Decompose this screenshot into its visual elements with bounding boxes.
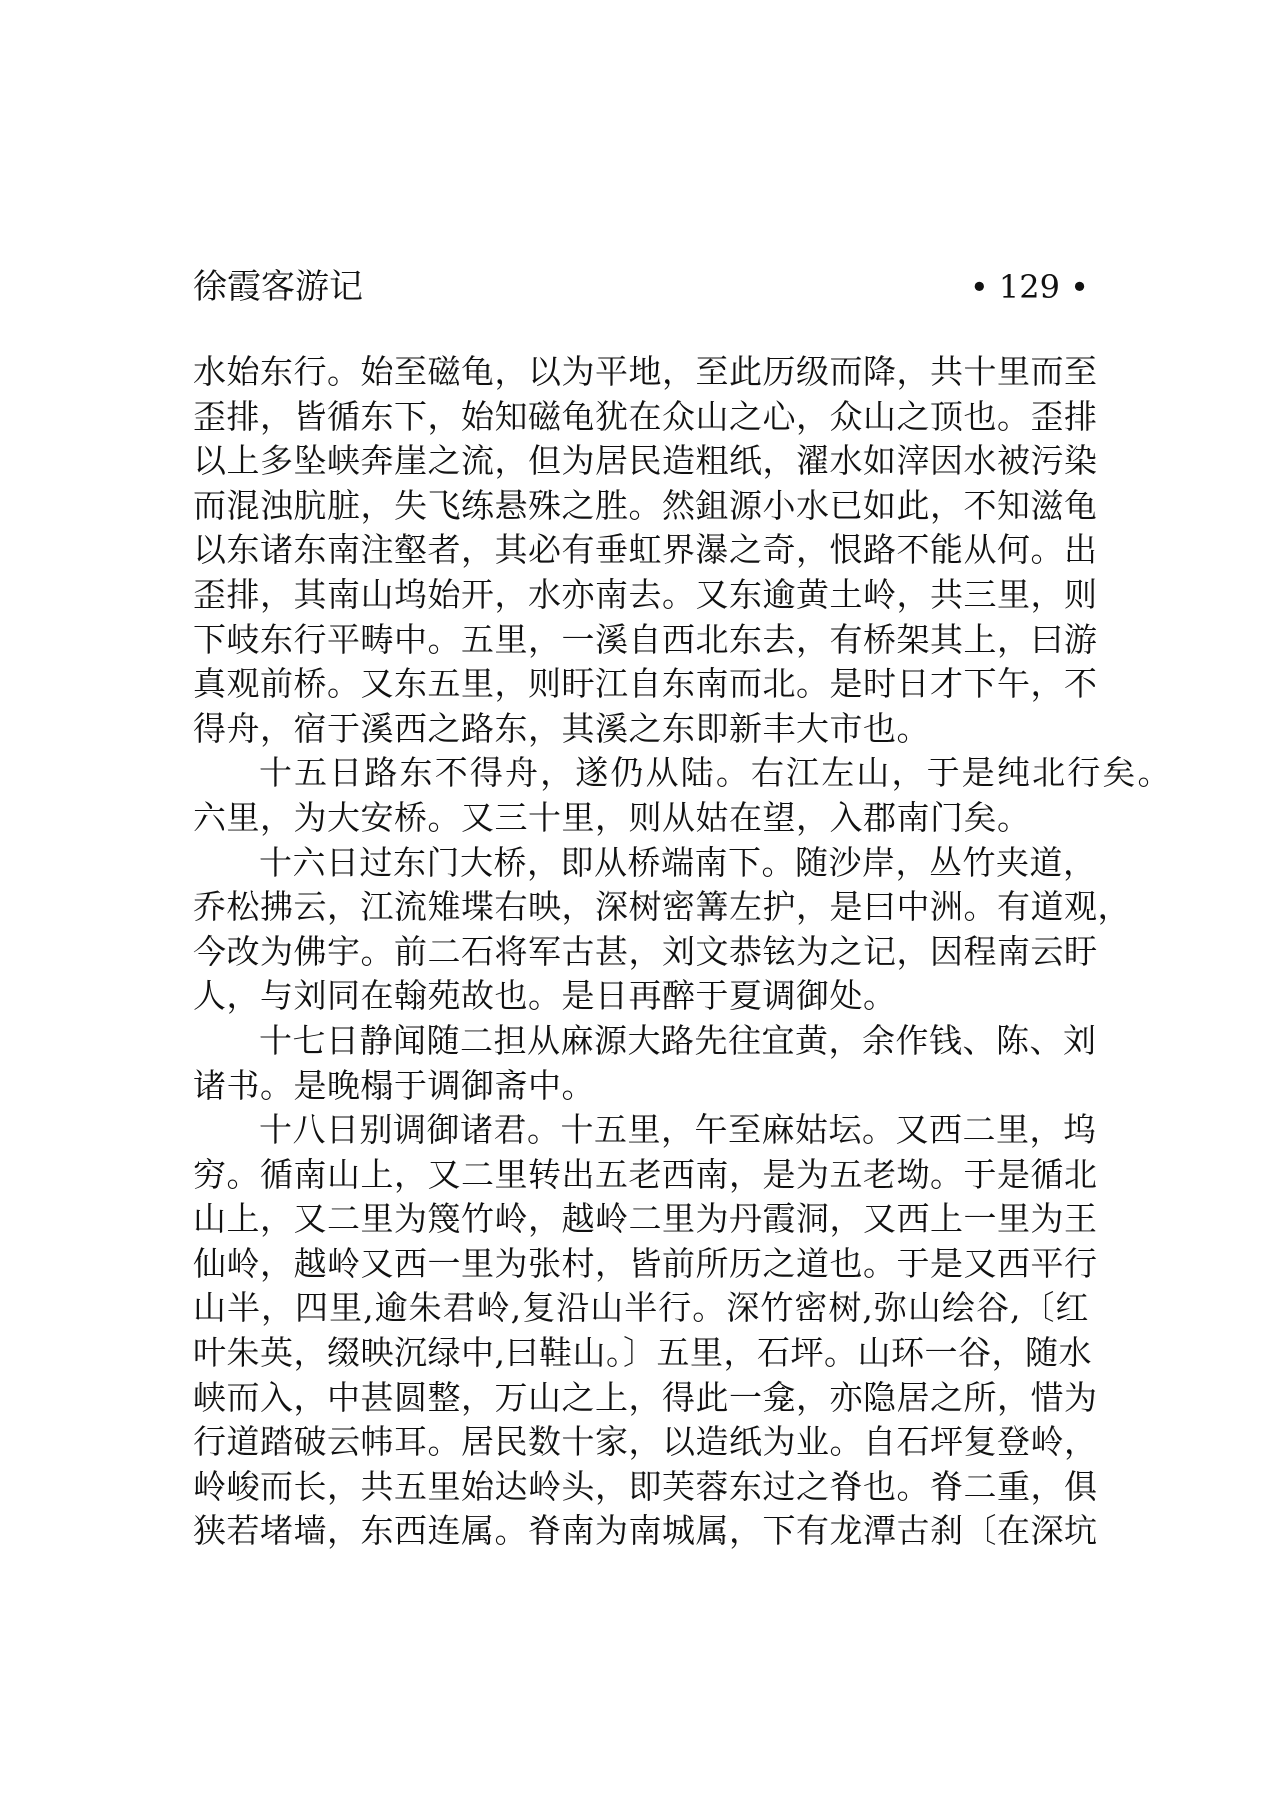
paragraph-start-line: 十六日过东门大桥，即从桥端南下。随沙岸，丛竹夹道， [259,842,1097,882]
text-line: 叶朱英，缀映沉绿中,曰鞋山。〕五里，石坪。山环一谷，随水 [193,1333,1092,1373]
text-line: 真观前桥。又东五里，则盱江自东南而北。是时日才下午，不 [193,664,1098,704]
body-text [193,350,1171,1554]
text-line: 人，与刘同在翰苑故也。是日再醉于夏调御处。 [193,976,897,1016]
text-line: 今改为佛宇。前二石将军古甚，刘文恭铉为之记，因程南云盱 [193,931,1098,971]
text-line: 狭若堵墙，东西连属。脊南为南城属，下有龙潭古刹〔在深坑 [193,1511,1098,1551]
text-line: 仙岭，越岭又西一里为张村，皆前所历之道也。于是又西平行 [193,1243,1098,1283]
page-number: • 129 • [969,268,1089,306]
text-line: 诸书。是晚榻于调御斋中。 [193,1065,595,1105]
text-line: 下岐东行平畴中。五里，一溪自西北东去，有桥架其上，曰游 [193,619,1098,659]
book-title: 徐霞客游记 [193,267,363,307]
paragraph-start-line: 十七日静闻随二担从麻源大路先往宜黄，余作钱、陈、刘 [259,1020,1097,1060]
text-line: 行道踏破云帏耳。居民数十家，以造纸为业。自石坪复登岭， [193,1422,1098,1462]
paragraph-start-line: 十五日路东不得舟，遂仍从陆。右江左山，于是纯北行矣。 [259,753,1171,793]
text-line: 山半，四里,逾朱君岭,复沿山半行。深竹密树,弥山绘谷,〔红 [193,1288,1089,1328]
text-line: 山上，又二里为篾竹岭，越岭二里为丹霞洞，又西上一里为王 [193,1199,1098,1239]
paragraph-start-line: 十八日别调御诸君。十五里，午至麻姑坛。又西二里，坞 [259,1110,1097,1150]
text-line: 歪排，其南山坞始开，水亦南去。又东逾黄土岭，共三里，则 [193,574,1098,614]
text-line: 岭峻而长，共五里始达岭头，即芙蓉东过之脊也。脊二重，俱 [193,1466,1098,1506]
text-line: 而混浊肮脏，失飞练悬殊之胜。然鉏源小水已如此，不知滋龟 [193,485,1098,525]
text-line: 以上多坠峡奔崖之流，但为居民造粗纸，濯水如滓因水被污染 [193,441,1098,481]
text-line: 穷。循南山上，又二里转出五老西南，是为五老坳。于是循北 [193,1154,1098,1194]
text-line: 乔松拂云，江流雉堞右映，深树密篝左护，是曰中洲。有道观， [193,887,1131,927]
text-line: 水始东行。始至磁龟，以为平地，至此历级而降，共十里而至 [193,352,1098,391]
text-line: 歪排，皆循东下，始知磁龟犹在众山之心，众山之顶也。歪排 [193,396,1098,436]
text-line: 六里，为大安桥。又三十里，则从姑在望，入郡南门矣。 [193,797,1031,837]
text-line: 峡而入，中甚圆整，万山之上，得此一龛，亦隐居之所，惜为 [193,1377,1098,1417]
text-line: 得舟，宿于溪西之路东，其溪之东即新丰大市也。 [193,708,930,748]
text-line: 以东诸东南注壑者，其必有垂虹界瀑之奇，恨路不能从何。出 [193,530,1098,570]
running-head [193,262,1089,312]
